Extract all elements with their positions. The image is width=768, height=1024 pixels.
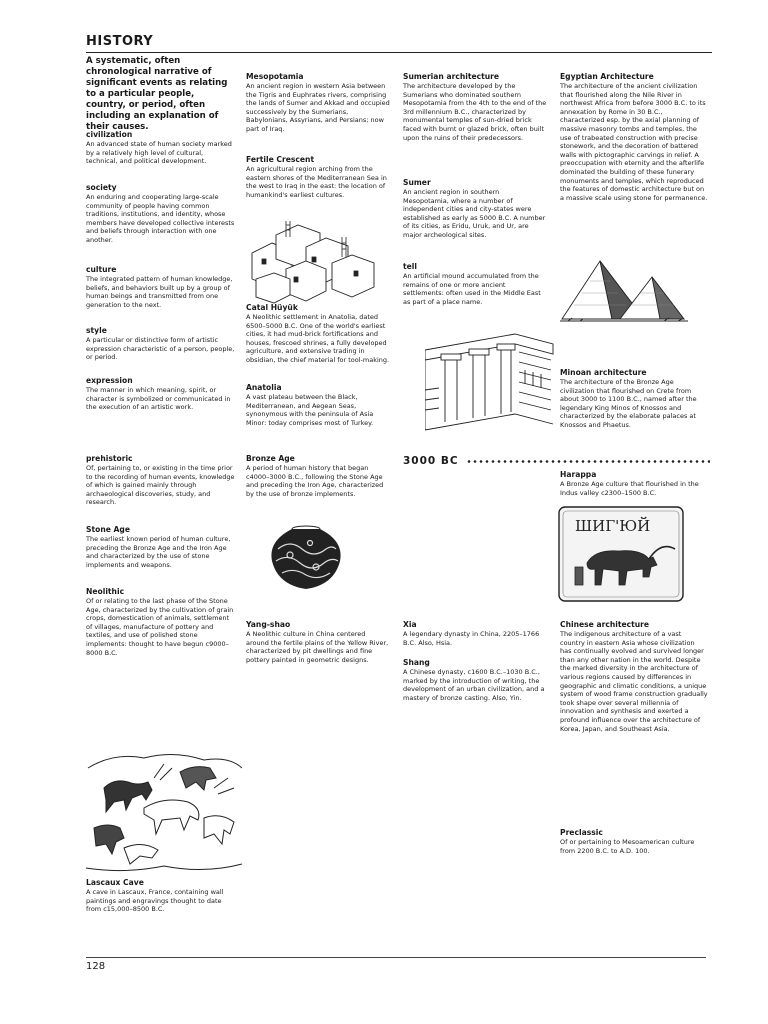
definition: A period of human history that began c4000–3000 B.C., following the Stone Age and preceding the Iron Age, characterized by the use of bronze implements. (246, 464, 384, 498)
entry-civilization (86, 130, 236, 166)
timeline-marker-label: 3000 BC (403, 455, 459, 467)
lead-definition: A systematic, often chronological narrative of significant events as relating to a particular people, country, or period, often including an explanation of their causes. (86, 56, 228, 132)
entry-stone-age (86, 525, 236, 569)
definition: Of or relating to the last phase of the Stone Age, characterized by the cultivation of grain crops, domestication of animals, settlement of villages, manufacture of pottery and textiles, and use of polished stone implements: thought to have begun c9000–8000 B.C. (86, 597, 234, 657)
page-title: HISTORY (86, 34, 154, 49)
term: Neolithic (86, 587, 125, 596)
definition: The architecture developed by the Sumerians who dominated southern Mesopotamia from the 4th to the end of the 3rd millennium B.C., characterized by monumental temples of sun-dried brick faced with burnt or glazed brick, often built upon the ruins of their predecessors. (403, 82, 547, 142)
term: Anatolia (246, 383, 282, 392)
definition: The manner in which meaning, spirit, or character is symbolized or communicated in the execution of an artistic work. (86, 386, 231, 412)
header-rule (86, 52, 712, 53)
entry-prehistoric (86, 454, 236, 507)
term: Preclassic (560, 828, 603, 837)
term: society (86, 183, 117, 192)
term: Minoan architecture (560, 368, 647, 377)
definition: An ancient region in western Asia between the Tigris and Euphrates rivers, comprising the lands of Sumer and Akkad and occupied successively by the Sumerians, Babylonians, Assyrians, and Persians; now part of Iraq. (246, 82, 390, 133)
definition: The earliest known period of human culture, preceding the Bronze Age and the Iron Age and characterized by the use of stone implements and weapons. (86, 535, 231, 569)
colonnade-illustration (425, 330, 555, 440)
entry-harappa (560, 470, 708, 497)
term: Xia (403, 620, 417, 629)
definition: An agricultural region arching from the eastern shores of the Mediterranean Sea in the west to Iraq in the east: the location of humankind's earliest cultures. (246, 165, 387, 199)
entry-preclassic (560, 828, 708, 855)
definition: Of or pertaining to Mesoamerican culture from 2200 B.C. to A.D. 100. (560, 838, 695, 855)
definition: The integrated pattern of human knowledge, beliefs, and behaviors built up by a group of human beings and transmitted from one generation to the next. (86, 275, 233, 309)
term: Mesopotamia (246, 72, 304, 81)
page-number: 128 (86, 961, 106, 972)
term: culture (86, 265, 117, 274)
settlement-illustration (246, 213, 386, 305)
term: Catal Hüyük (246, 303, 298, 312)
entry-fertile-crescent (246, 155, 390, 199)
term: Bronze Age (246, 454, 295, 463)
entry-mesopotamia (246, 72, 390, 134)
term: tell (403, 262, 417, 271)
definition: The indigenous architecture of a vast country in eastern Asia whose civilization has continually evolved and survived longer than any other nation in the world. Despite the marked diversity in the architecture of various regions caused by differences in geographic and climatic conditions, a unique system of wood frame construction gradually took shape over several millennia of innovation and synthesis and exerted a profound influence over the architecture of Korea, Japan, and Southeast Asia. (560, 630, 708, 733)
definition: Of, pertaining to, or existing in the time prior to the recording of human events, knowledge of which is gained mainly through archaeological discoveries, study, and research. (86, 464, 235, 507)
term: style (86, 326, 107, 335)
definition: A Bronze Age culture that flourished in the Indus valley c2300–1500 B.C. (560, 480, 699, 497)
harappan-seal-illustration (557, 505, 685, 603)
term: Egyptian Architecture (560, 72, 654, 81)
cave-painting-illustration (84, 748, 244, 876)
definition: The architecture of the Bronze Age civilization that flourished on Crete from about 3000 to 1100 B.C., named after the legendary King Minos of Knossos and characterized by the elaborate palaces at Knossos and Phaetus. (560, 378, 697, 429)
pyramids-illustration (560, 255, 690, 327)
entry-style (86, 326, 236, 362)
definition: An advanced state of human society marked by a relatively high level of cultural, technical, and political development. (86, 140, 232, 166)
term: Fertile Crescent (246, 155, 315, 164)
definition: An artificial mound accumulated from the remains of one or more ancient settlements: often used in the Middle East as part of a place name. (403, 272, 541, 306)
entry-sumerian-architecture (403, 72, 547, 142)
entry-tell (403, 262, 547, 306)
definition: A legendary dynasty in China, 2205–1766 B.C. Also, Hsia. (403, 630, 540, 647)
timeline-dotted-line (466, 460, 710, 463)
definition: A vast plateau between the Black, Mediterranean, and Aegean Seas, synonymous with the peninsula of Asia Minor: today comprises most of Turkey. (246, 393, 374, 427)
entry-shang (403, 658, 547, 702)
term: Stone Age (86, 525, 130, 534)
entry-chinese-architecture (560, 620, 708, 733)
term: Lascaux Cave (86, 878, 144, 887)
entry-expression (86, 376, 236, 412)
definition: A Neolithic settlement in Anatolia, dated 6500–5000 B.C. One of the world's earliest cities, it had mud-brick fortifications and houses, frescoed shrines, a fully developed agriculture, and extensive trading in obsidian, the chief material for tool-making. (246, 313, 390, 364)
term: Harappa (560, 470, 597, 479)
term: Chinese architecture (560, 620, 650, 629)
term: prehistoric (86, 454, 133, 463)
entry-neolithic (86, 587, 236, 657)
definition: A Chinese dynasty, c1600 B.C.–1030 B.C., marked by the introduction of writing, the development of an urban civilization, and a mastery of bronze casting. Also, Yin. (403, 668, 545, 702)
entry-catal-huyuk (246, 303, 390, 365)
term: expression (86, 376, 133, 385)
entry-egyptian-architecture (560, 72, 708, 202)
seal-script: ШИГ'ЮЙ (575, 517, 651, 535)
term: Sumer (403, 178, 431, 187)
entry-lascaux-cave (86, 878, 226, 914)
entry-bronze-age (246, 454, 390, 498)
definition: A particular or distinctive form of artistic expression characteristic of a person, people, or period. (86, 336, 235, 362)
entry-minoan-architecture (560, 368, 708, 430)
term: Yang-shao (246, 620, 291, 629)
term: civilization (86, 130, 133, 139)
definition: A cave in Lascaux, France, containing wall paintings and engravings thought to date from c15,000–8500 B.C. (86, 888, 224, 914)
definition: An enduring and cooperating large-scale community of people having common traditions, institutions, and identity, whose members have developed collective interests and beliefs through interaction with one another. (86, 193, 235, 244)
entry-yang-shao (246, 620, 390, 664)
term: Shang (403, 658, 430, 667)
painted-pot-illustration (266, 523, 346, 593)
definition: The architecture of the ancient civilization that flourished along the Nile River in northwest Africa from before 3000 B.C. to its annexation by Rome in 30 B.C., characterized esp. by the axial planning of massive masonry tombs and temples, the use of trabeated construction with precise stonework, and the decoration of battered walls with pictographic carvings in relief. A preoccupation with eternity and the afterlife dominated the building of these funerary monuments and temples, which reproduced the features of domestic architecture but on a massive scale using stone for permanence. (560, 82, 708, 202)
definition: An ancient region in southern Mesopotamia, where a number of independent cities and city-states were established as early as 5000 B.C. A number of its cities, as Eridu, Uruk, and Ur, are major archeological sites. (403, 188, 546, 239)
entry-culture (86, 265, 236, 309)
entry-sumer (403, 178, 547, 240)
footer-rule (86, 957, 706, 958)
entry-xia (403, 620, 547, 647)
entry-society (86, 183, 236, 245)
term: Sumerian architecture (403, 72, 500, 81)
entry-anatolia (246, 383, 390, 427)
definition: A Neolithic culture in China centered around the fertile plains of the Yellow River, characterized by pit dwellings and fine pottery painted in geometric designs. (246, 630, 389, 664)
